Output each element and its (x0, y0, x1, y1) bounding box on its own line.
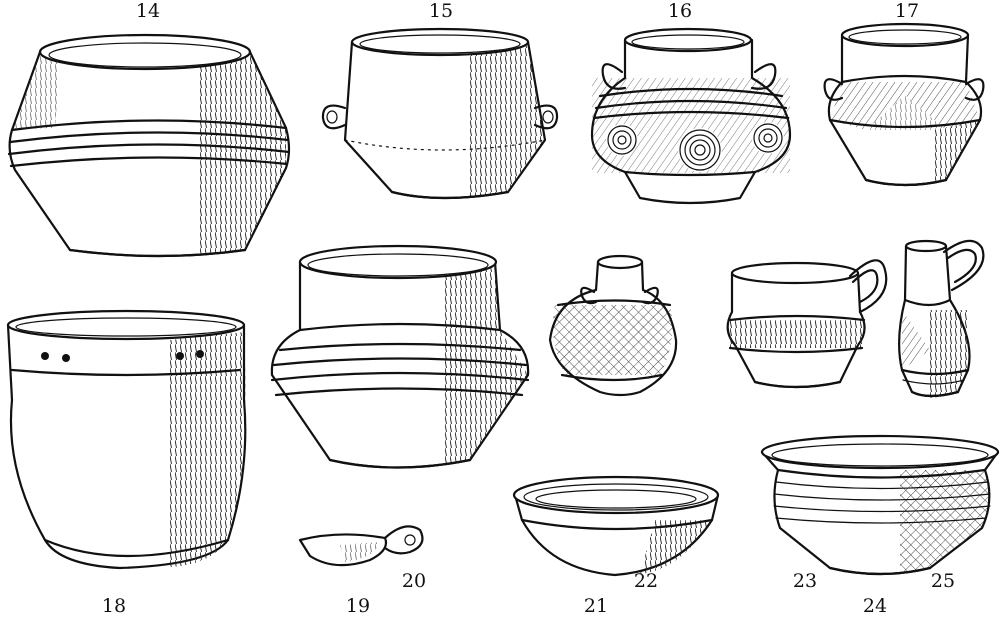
label-19: 19 (345, 595, 371, 617)
vessel-20 (272, 246, 528, 468)
label-21: 21 (583, 595, 609, 617)
vessel-17 (825, 24, 984, 185)
vessel-16 (592, 29, 790, 203)
vessel-19 (300, 526, 422, 565)
vessel-22 (514, 477, 718, 575)
label-24: 24 (862, 595, 888, 617)
vessel-14 (9, 35, 289, 256)
vessel-15 (323, 29, 557, 198)
label-23: 23 (792, 570, 818, 592)
label-18: 18 (101, 595, 127, 617)
vessel-21 (550, 256, 676, 395)
label-20: 20 (401, 570, 427, 592)
label-17: 17 (894, 0, 920, 22)
label-14: 14 (135, 0, 161, 22)
label-15: 15 (428, 0, 454, 22)
label-22: 22 (633, 570, 659, 592)
label-16: 16 (667, 0, 693, 22)
vessel-24 (762, 436, 998, 574)
label-25: 25 (930, 570, 956, 592)
vessel-23 (728, 260, 887, 387)
vessel-18 (8, 311, 245, 568)
vessel-25 (899, 241, 983, 398)
